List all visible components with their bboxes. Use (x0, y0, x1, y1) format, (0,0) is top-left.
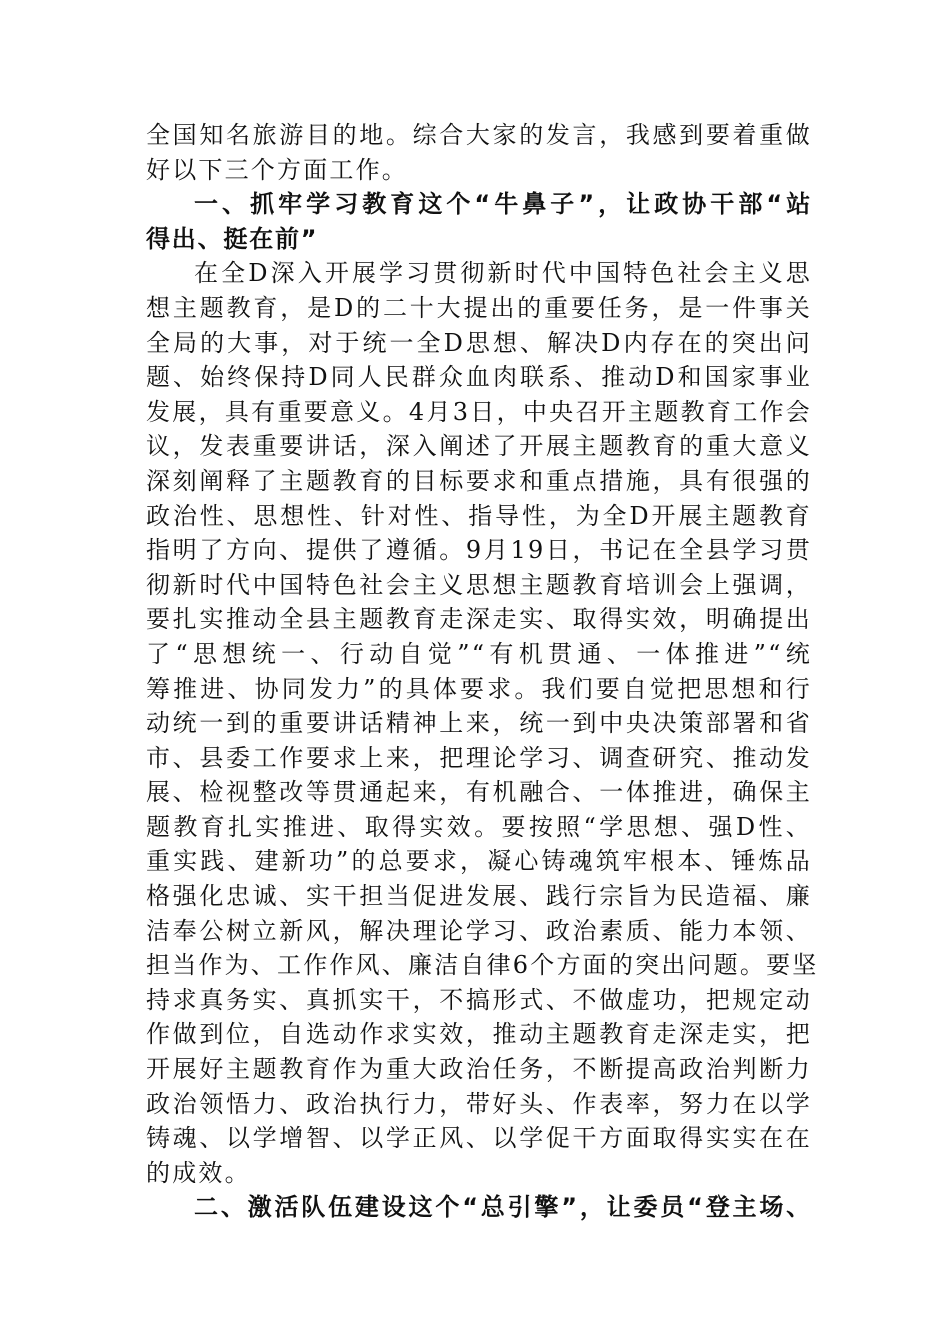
section-1-body (146, 256, 819, 1190)
text-line: 筹推进、协同发力”的具体要求。我们要自觉把思想和行 (146, 674, 812, 703)
section-heading-1 (146, 187, 812, 256)
heading-line: 二、激活队伍建设这个“总引擎”，让委员“登主场、 (194, 1193, 812, 1222)
text-line: 彻新时代中国特色社会主义思想主题教育培训会上强调， (146, 570, 812, 599)
text-line: 指明了方向、提供了遵循。9月19日，书记在全县学习贯 (146, 536, 812, 565)
text-line: 全国知名旅游目的地。综合大家的发言，我感到要着重做 (146, 121, 812, 149)
document-page (146, 118, 819, 1225)
heading-line: 得出、挺在前” (146, 224, 319, 253)
text-line: 深刻阐释了主题教育的目标要求和重点措施，具有很强的 (146, 466, 812, 495)
text-line: 持求真务实、真抓实干，不搞形式、不做虚功，把规定动 (146, 985, 812, 1014)
text-line: 市、县委工作要求上来，把理论学习、调查研究、推动发 (146, 743, 812, 772)
text-line: 题、始终保持D同人民群众血肉联系、推动D和国家事业 (146, 363, 812, 392)
text-line: 全局的大事，对于统一全D思想、解决D内存在的突出问 (146, 328, 812, 357)
text-line: 洁奉公树立新风，解决理论学习、政治素质、能力本领、 (146, 916, 812, 945)
text-line: 政治性、思想性、针对性、指导性，为全D开展主题教育 (146, 501, 812, 530)
text-line: 的成效。 (146, 1158, 251, 1187)
text-line: 作做到位，自选动作求实效，推动主题教育走深走实，把 (146, 1020, 812, 1049)
text-line: 格强化忠诚、实干担当促进发展、践行宗旨为民造福、廉 (146, 882, 812, 911)
text-line: 好以下三个方面工作。 (146, 155, 408, 184)
text-line: 发展，具有重要意义。4月3日，中央召开主题教育工作会 (146, 397, 812, 426)
text-line: 担当作为、工作作风、廉洁自律6个方面的突出问题。要坚 (146, 951, 819, 980)
text-line: 题教育扎实推进、取得实效。要按照“学思想、强D性、 (146, 812, 812, 841)
section-heading-2 (146, 1190, 812, 1225)
text-line: 了“思想统一、行动自觉”“有机贯通、一体推进”“统 (146, 639, 812, 668)
text-line: 铸魂、以学增智、以学正风、以学促干方面取得实实在在 (146, 1124, 812, 1153)
text-line: 动统一到的重要讲话精神上来，统一到中央决策部署和省 (146, 709, 812, 738)
text-line: 展、检视整改等贯通起来，有机融合、一体推进，确保主 (146, 778, 812, 807)
text-line: 要扎实推动全县主题教育走深走实、取得实效，明确提出 (146, 605, 812, 634)
text-line: 政治领悟力、政治执行力，带好头、作表率，努力在以学 (146, 1089, 812, 1118)
text-line: 议，发表重要讲话，深入阐述了开展主题教育的重大意义 (146, 432, 812, 461)
text-line: 在全D深入开展学习贯彻新时代中国特色社会主义思 (194, 259, 812, 288)
text-line: 开展好主题教育作为重大政治任务，不断提高政治判断力 (146, 1055, 812, 1084)
intro-paragraph (146, 118, 812, 187)
text-line: 重实践、建新功”的总要求，凝心铸魂筑牢根本、锤炼品 (146, 847, 812, 876)
heading-line: 一、抓牢学习教育这个“牛鼻子”，让政协干部“站 (194, 190, 812, 219)
text-line: 想主题教育，是D的二十大提出的重要任务，是一件事关 (146, 293, 812, 322)
